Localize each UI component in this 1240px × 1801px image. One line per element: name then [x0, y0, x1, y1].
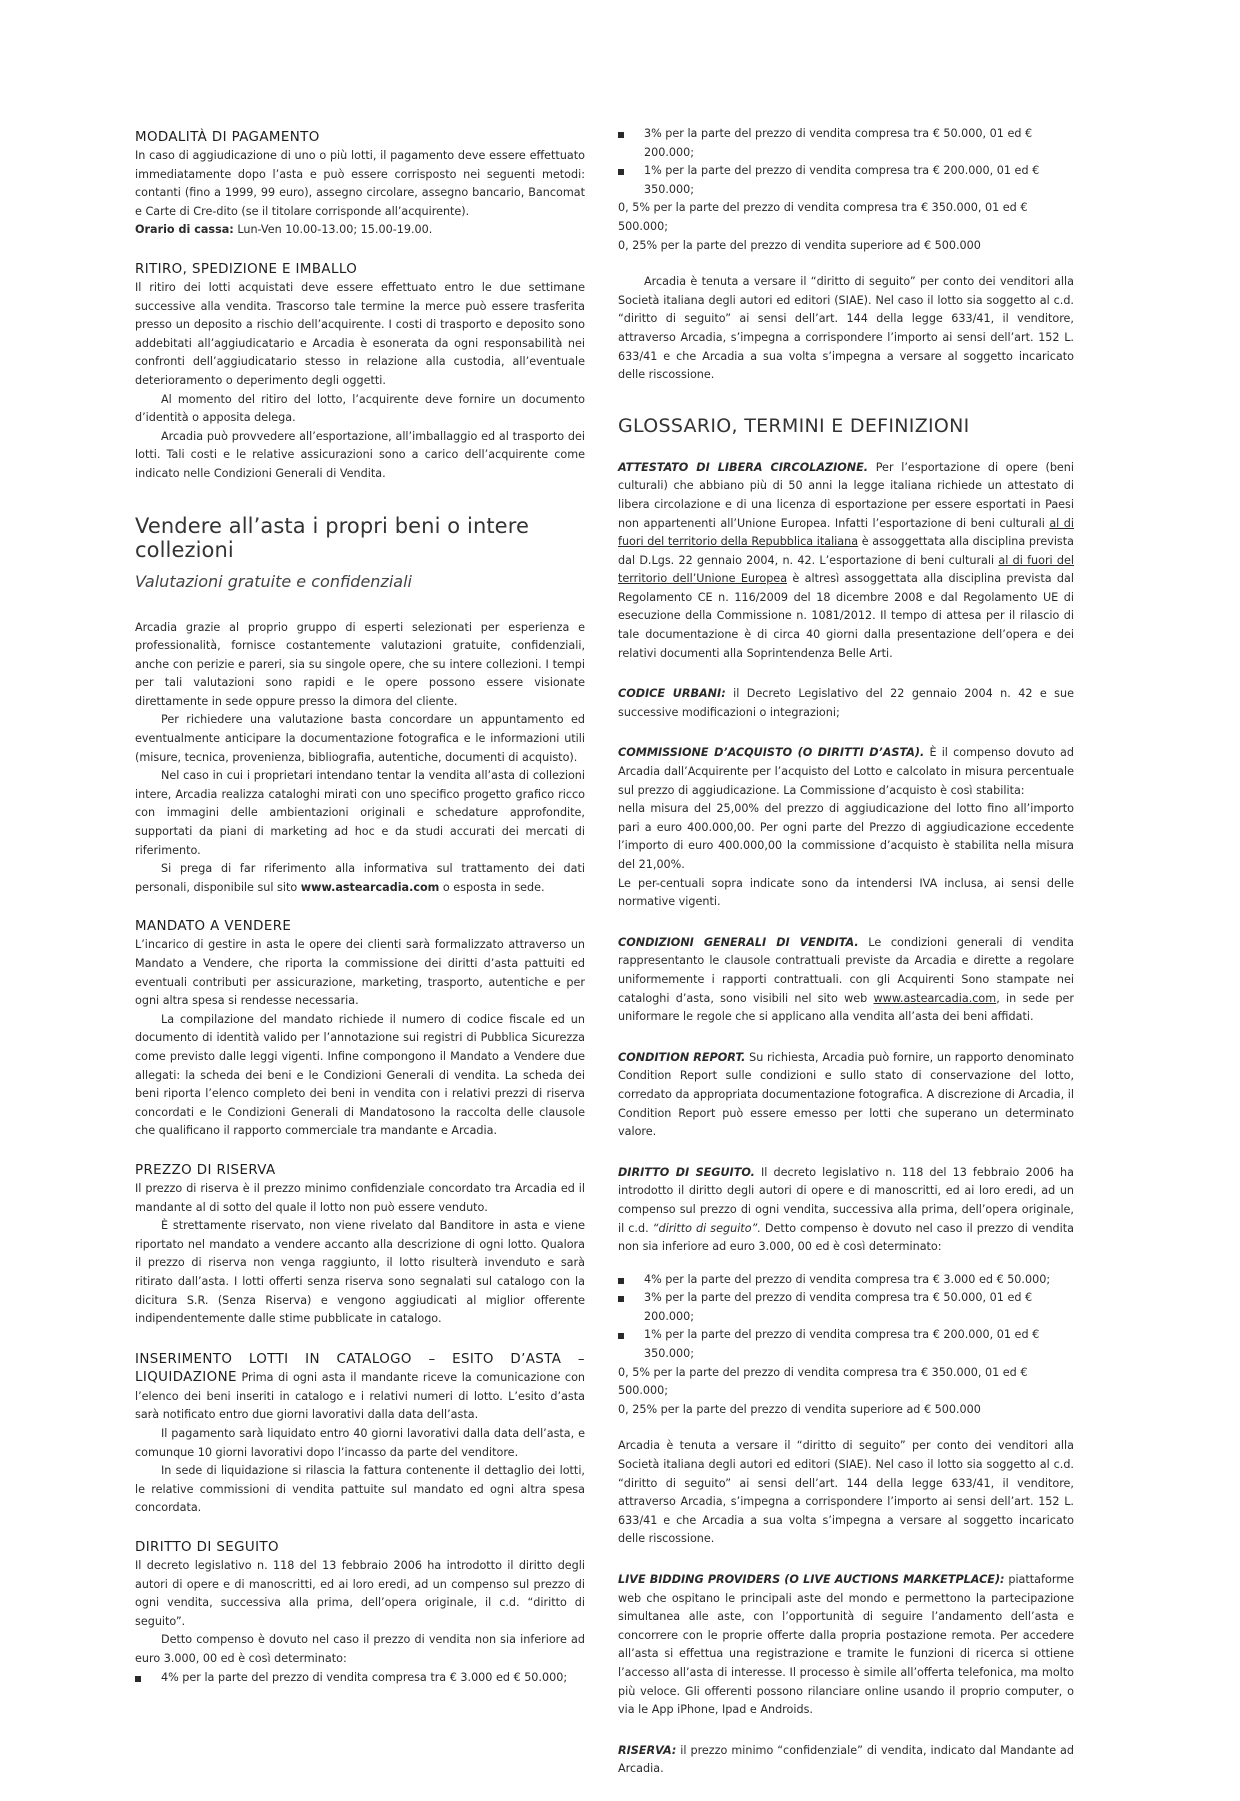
list-item — [618, 1271, 1074, 1290]
section-pagamento — [135, 130, 585, 240]
text: È il compenso dovuto ad Arcadia dall’Acquirente per l’acquisto del Lotto e calcolato in misura percentuale sul prezzo di aggiudicazione. La Commissione d’acquisto è così stabilita: — [618, 746, 1074, 797]
list-item — [618, 199, 1074, 236]
site-link[interactable]: www.astearcadia.com — [873, 991, 997, 1005]
text: 3% per la parte del prezzo di vendita compresa tra € 50.000, 01 ed € 200.000; — [644, 127, 1033, 159]
term-codice: CODICE URBANI: — [618, 687, 726, 701]
paragraph — [618, 934, 1074, 1027]
underlined-text: al di fuori del territorio dell’Unione Europea — [618, 553, 1074, 586]
italic-text: “diritto di seguito”. — [652, 1221, 761, 1235]
bullet-icon — [618, 132, 624, 138]
glossario-title: GLOSSARIO, TERMINI E DEFINIZIONI — [618, 414, 970, 437]
paragraph: Il ritiro dei lotti acquistati deve essere effettuato entro le due settimane successive alla vendita. Trascorso tale termine la merce può essere trasferita presso un deposito a rischio dell’acquirente. I costi di trasporto e deposito sono addebitati all’aggiudicatario e Arcadia è esonerata da ogni responsabilità nei confronti dell’aggiudicatario stesso in relazione alla custodia, all’eventuale deterioramento o deperimento degli oggetti. — [135, 280, 585, 387]
paragraph — [618, 1049, 1074, 1142]
text: Le condizioni generali di vendita rappresentanto le clausole contrattuali previste da Arcadia e dirette a regolare uniformemente i rapporti contrattuali. con gli Acquirenti Sono stampate nei cataloghi d’asta, sono visibili nel sito web — [618, 935, 1074, 1005]
paragraph: L’incarico di gestire in asta le opere dei clienti sarà formalizzato attraverso un Mandato a Vendere, che riporta la commissione dei diritti d’asta pattuiti ed eventuali contributi per assicurazione, marketing, trasporto, autentiche e per ogni altra spesa si rendesse necessaria. — [135, 938, 585, 1008]
heading-pagamento: MODALITÀ DI PAGAMENTO — [135, 130, 320, 145]
paragraph: La compilazione del mandato richiede il numero di codice fiscale ed un documento di identità valido per l’annotazione sui registri di Pubblica Sicurezza come previsto dalle leggi vigenti. Infine compongono il Mandato a Vendere due allegati: la scheda dei beni e le Condizioni Generali di vendita. La scheda dei beni riporta l’elenco completo dei beni in vendita con i relativi prezzi di riserva concordati e le Condizioni Generali di Mandatosono la raccolta delle clausole che qualificano il rapporto commerciale tra mandante e Arcadia. — [135, 1012, 585, 1138]
paragraph: Detto compenso è dovuto nel caso il prezzo di vendita non sia inferiore ad euro 3.000, 00 ed è così determinato: — [135, 1633, 585, 1665]
text: è assoggettata alla disciplina prevista dal D.Lgs. 22 gennaio 2004, n. 42. L’esportazione di beni culturali — [618, 535, 1074, 567]
term-attestato: ATTESTATO DI LIBERA CIRCOLAZIONE. — [618, 460, 869, 474]
list-item — [618, 1401, 1074, 1420]
paragraph: Arcadia è tenuta a versare il “diritto di seguito” per conto dei venditori alla Società italiana degli autori ed editori (SIAE). Nel caso il lotto sia soggetto al c.d. “diritto di seguito” ai sensi dell’art. 144 della legge 633/41, il venditore, attraverso Arcadia, s’impegna a corrispondere l’importo ai sensi dell’art. 152 L. 633/41 e che Arcadia a sua volta s’impegna a versare al soggetto incaricato delle riscossione. — [618, 275, 1074, 382]
paragraph: Il prezzo di riserva è il prezzo minimo confidenziale concordato tra Arcadia ed il mandante al di sotto del quale il lotto non può essere venduto. — [135, 1181, 585, 1214]
term-commissione: COMMISSIONE D’ACQUISTO (O DIRITTI D’ASTA). — [618, 746, 925, 760]
section-seguito — [135, 1540, 585, 1687]
text: Si prega di far riferimento alla informativa sul trattamento dei dati personali, disponibile sul sito — [135, 862, 585, 894]
paragraph: Arcadia è tenuta a versare il “diritto di seguito” per conto dei venditori alla Società italiana degli autori ed editori (SIAE). Nel caso il lotto sia soggetto al c.d. “diritto di seguito” ai sensi dell’art. 144 della legge 633/41, il venditore, attraverso Arcadia, s’impegna a corrispondere l’importo ai sensi dell’art. 152 L. 633/41 e che Arcadia a sua volta s’impegna a versare al soggetto incaricato delle riscossione. — [618, 1439, 1074, 1546]
text: piattaforme web che ospitano le principali aste del mondo e permettono la partecipazione simultanea alle aste, con l’opportunità di seguire l’andamento dell’asta e concorrere con le proprie offerte dalla propria postazione remota. Per accedere all’asta si effettua una registrazione e tramite le funzioni di ricerca si ottiene l’accesso all’asta di interesse. Il processo è simile all’offerta telefonica, ma molto più veloce. Gli offerenti possono rilanciare online usando il proprio computer, o via le App iPhone, Ipad e Androids. — [618, 1573, 1075, 1717]
paragraph: Al momento del ritiro del lotto, l’acquirente deve fornire un documento d’identità o apposita delega. — [135, 392, 585, 425]
paragraph: Nel caso in cui i proprietari intendano tentar la vendita all’asta di collezioni intere, Arcadia realizza cataloghi mirati con uno specifico progetto grafico ricco con immagini delle ambientazioni originali e schedature approfondite, supportati da piani di marketing ad hoc e da studi accurati dei mercati di riferimento. — [135, 769, 585, 857]
vendere-subtitle: Valutazioni gratuite e confidenziali — [135, 571, 412, 591]
vendere-title: Vendere all’asta i propri beni o intere collezioni — [135, 513, 529, 562]
text: il prezzo minimo “confidenziale” di vendita, indicato dal Mandante ad Arcadia. — [618, 1743, 1074, 1776]
term-condizioni: CONDIZIONI GENERALI DI VENDITA. — [618, 935, 859, 949]
entry-diritto — [618, 1164, 1074, 1549]
paragraph: Il pagamento sarà liquidato entro 40 giorni lavorativi dalla data dell’asta, e comunque 10 giorni lavorativi dopo l’incasso da parte del venditore. — [135, 1427, 585, 1459]
text: 1% per la parte del prezzo di vendita compresa tra € 200.000, 01 ed € 350.000; — [644, 1328, 1040, 1361]
entry-attestato — [618, 459, 1074, 664]
text: 0, 25% per la parte del prezzo di vendita superiore ad € 500.000 — [618, 1402, 981, 1416]
text: Prima di ogni asta il mandante riceve la comunicazione con l’elenco dei beni inseriti in catalogo e i relativi numeri di lotto. L’esito d’asta sarà notificato entro due giorni lavorativi dalla data dell’asta. — [135, 1371, 585, 1422]
text: 0, 5% per la parte del prezzo di vendita compresa tra € 350.000, 01 ed € 500.000; — [618, 1365, 1028, 1398]
entry-condizioni — [618, 934, 1074, 1027]
underlined-text: al di fuori del territorio della Repubblica italiana — [618, 516, 1074, 549]
list-item — [618, 1326, 1074, 1363]
text: 4% per la parte del prezzo di vendita compresa tra € 3.000 ed € 50.000; — [161, 1670, 568, 1684]
text: 3% per la parte del prezzo di vendita compresa tra € 50.000, 01 ed € 200.000; — [644, 1291, 1033, 1323]
bullet-icon — [618, 1333, 624, 1339]
section-ritiro — [135, 262, 585, 484]
paragraph — [618, 1164, 1074, 1257]
section-inserimento — [135, 1351, 585, 1518]
paragraph: È strettamente riservato, non viene rivelato dal Banditore in asta e viene riportato nel mandato a vendere accanto alla descrizione di ogni lotto. Qualora il prezzo di riserva non venga raggiunto, il lotto risulterà invenduto e sarà ritirato dall’asta. I lotti offerti senza riserva sono segnalati sul catalogo con la dicitura S.R. (Senza Riserva) e vengono aggiudicati al miglior offerente indipendentemente dalle stime pubblicate in catalogo. — [135, 1219, 585, 1326]
term-riserva: RISERVA: — [618, 1743, 677, 1757]
heading-ritiro: RITIRO, SPEDIZIONE E IMBALLO — [135, 261, 358, 277]
entry-riserva — [618, 1742, 1074, 1779]
paragraph: nella misura del 25,00% del prezzo di aggiudicazione del lotto fino all’importo pari a euro 400.000,00. Per ogni parte del Prezzo di aggiudicazione eccedente l’importo di euro 400.000,00 la commissione d’acquisto è stabilita nella misura del 21,00%. — [618, 802, 1074, 871]
paragraph — [618, 459, 1074, 664]
paragraph — [618, 685, 1074, 722]
heading-seguito: DIRITTO DI SEGUITO — [135, 1540, 279, 1556]
section-riserva — [135, 1163, 585, 1329]
bullet-icon — [618, 1278, 624, 1284]
text: Il decreto legislativo n. 118 del 13 febbraio 2006 ha introdotto il diritto degli autori di opere e di manoscritti, ed ai loro eredi, ad un compenso sul prezzo di ogni vendita, successiva alla prima, dell’opera originale, il c.d. — [618, 1165, 1074, 1235]
text: o esposta in sede. — [439, 880, 545, 894]
text: Detto compenso è dovuto nel caso il prezzo di vendita non sia inferiore ad euro 3.000, 00 ed è così determinato: — [618, 1221, 1074, 1254]
bullet-icon — [135, 1676, 141, 1682]
text: è altresì assoggettata alla disciplina prevista dal Regolamento CE n. 116/2009 del 18 dicembre 2008 e dal Regolamento UE di esecuzione della Commissione n. 1081/2012. Il tempo di attesa per il rilascio di tale documentazione è di circa 40 giorni dalla presentazione dell’opera e dei relativi documenti alla Soprintendenza Belle Arti. — [618, 572, 1074, 660]
text: il Decreto Legislativo del 22 gennaio 2004 n. 42 e sue successive modificazioni o integrazioni; — [618, 687, 1074, 719]
entry-condition-report — [618, 1049, 1074, 1142]
bullet-list — [618, 125, 1074, 255]
paragraph: In sede di liquidazione si rilascia la fattura contenente il dettaglio dei lotti, le relative commissioni di vendita pattuite sul mandato ed ogni altra spesa concordata. — [135, 1464, 585, 1515]
left-column — [135, 130, 585, 1709]
text: 1% per la parte del prezzo di vendita compresa tra € 200.000, 01 ed € 350.000; — [644, 164, 1040, 196]
text: Su richiesta, Arcadia può fornire, un rapporto denominato Condition Report sulle condizioni e sullo stato di conservazione del lotto, corredato da appropriata documentazione fotografica. A discrezione di Arcadia, il Condition Report può essere emesso per lotti che superano un determinato valore. — [618, 1050, 1074, 1139]
entry-commissione — [618, 744, 1074, 911]
paragraph — [618, 744, 1074, 800]
term-live: LIVE BIDDING PROVIDERS (O LIVE AUCTIONS MARKETPLACE): — [618, 1573, 1005, 1586]
paragraph — [618, 1571, 1074, 1720]
list-item — [618, 162, 1074, 199]
text: In caso di aggiudicazione di uno o più lotti, il pagamento deve essere effettuato immediatamente dopo l’asta e può essere corrisposto nei seguenti metodi: contanti (fino a 1999, 99 euro), assegno circolare, assegno bancario, Bancomat e Carte di Cre-dito (se il titolare corrisponde all’acquirente). — [135, 149, 585, 218]
list-item — [618, 1364, 1074, 1401]
heading-mandato: MANDATO A VENDERE — [135, 919, 292, 935]
section-mandato — [135, 919, 585, 1141]
paragraph — [618, 1742, 1074, 1779]
section-vendere — [135, 514, 585, 898]
text: 0, 5% per la parte del prezzo di vendita compresa tra € 350.000, 01 ed € 500.000; — [618, 201, 1028, 233]
orario-label: Orario di cassa: — [135, 223, 234, 237]
paragraph: Per richiedere una valutazione basta concordare un appuntamento ed eventualmente anticipare la documentazione fotografica e le informazioni utili (misure, tecnica, provenienza, bibliografia, autentiche, documenti di acquisto). — [135, 713, 585, 764]
text: 4% per la parte del prezzo di vendita compresa tra € 3.000 ed € 50.000; — [644, 1272, 1051, 1286]
paragraph — [135, 1351, 585, 1425]
term-diritto: DIRITTO DI SEGUITO. — [618, 1165, 755, 1179]
bullet-list — [135, 1669, 585, 1688]
right-column — [618, 125, 1074, 1801]
paragraph — [135, 147, 585, 240]
bullet-icon — [618, 169, 624, 175]
paragraph: Le per-centuali sopra indicate sono da intendersi IVA inclusa, ai sensi delle normative vigenti. — [618, 876, 1074, 909]
list-item — [618, 125, 1074, 162]
paragraph: Arcadia può provvedere all’esportazione, all’imballaggio ed al trasporto dei lotti. Tali costi e le relative assicurazioni sono a carico dell’acquirente come indicato nelle Condizioni Generali di Vendita. — [135, 429, 585, 480]
paragraph — [135, 860, 585, 897]
bullet-list — [618, 1271, 1074, 1420]
heading-inserimento: INSERIMENTO LOTTI IN CATALOGO – ESITO D’ASTA – LIQUIDAZIONE — [135, 1351, 585, 1386]
section-seguito-cont — [618, 125, 1074, 385]
text: , in sede per uniformare le regole che si applicano alla vendita all’asta dei beni affidati. — [618, 991, 1074, 1024]
paragraph: Il decreto legislativo n. 118 del 13 febbraio 2006 ha introdotto il diritto degli autori di opere e di manoscritti, ed ai loro eredi, ad un compenso sul prezzo di ogni vendita, successiva alla prima, dell’opera originale, il c.d. “diritto di seguito”. — [135, 1559, 585, 1628]
site-link[interactable]: www.astearcadia.com — [300, 880, 440, 894]
entry-live-bidding — [618, 1571, 1074, 1720]
bullet-icon — [618, 1296, 624, 1302]
orario-value: Lun-Ven 10.00-13.00; 15.00-19.00. — [233, 223, 433, 237]
heading-riserva: PREZZO DI RISERVA — [135, 1162, 276, 1178]
text: Per l’esportazione di opere (beni culturali) che abbiano più di 50 anni la legge italiana richiede un attestato di libera circolazione e di una licenza di esportazione per essere esportati in Paesi non appartenenti all’Unione Europea. Infatti l’esportazione di beni culturali — [618, 460, 1074, 530]
list-item — [618, 1289, 1074, 1326]
list-item — [135, 1669, 585, 1688]
entry-codice — [618, 685, 1074, 722]
paragraph: Arcadia grazie al proprio gruppo di esperti selezionati per esperienza e professionalità, fornisce costantemente valutazioni gratuite, confidenziali, anche con perizie e pareri, sia su singole opere, che su intere collezioni. I tempi per tali valutazioni sono rapidi e le opere possono essere visionate direttamente in sede oppure presso la dimora del cliente. — [135, 620, 585, 708]
list-item — [618, 237, 1074, 256]
term-condition: CONDITION REPORT. — [618, 1050, 746, 1064]
text: 0, 25% per la parte del prezzo di vendita superiore ad € 500.000 — [618, 238, 981, 252]
